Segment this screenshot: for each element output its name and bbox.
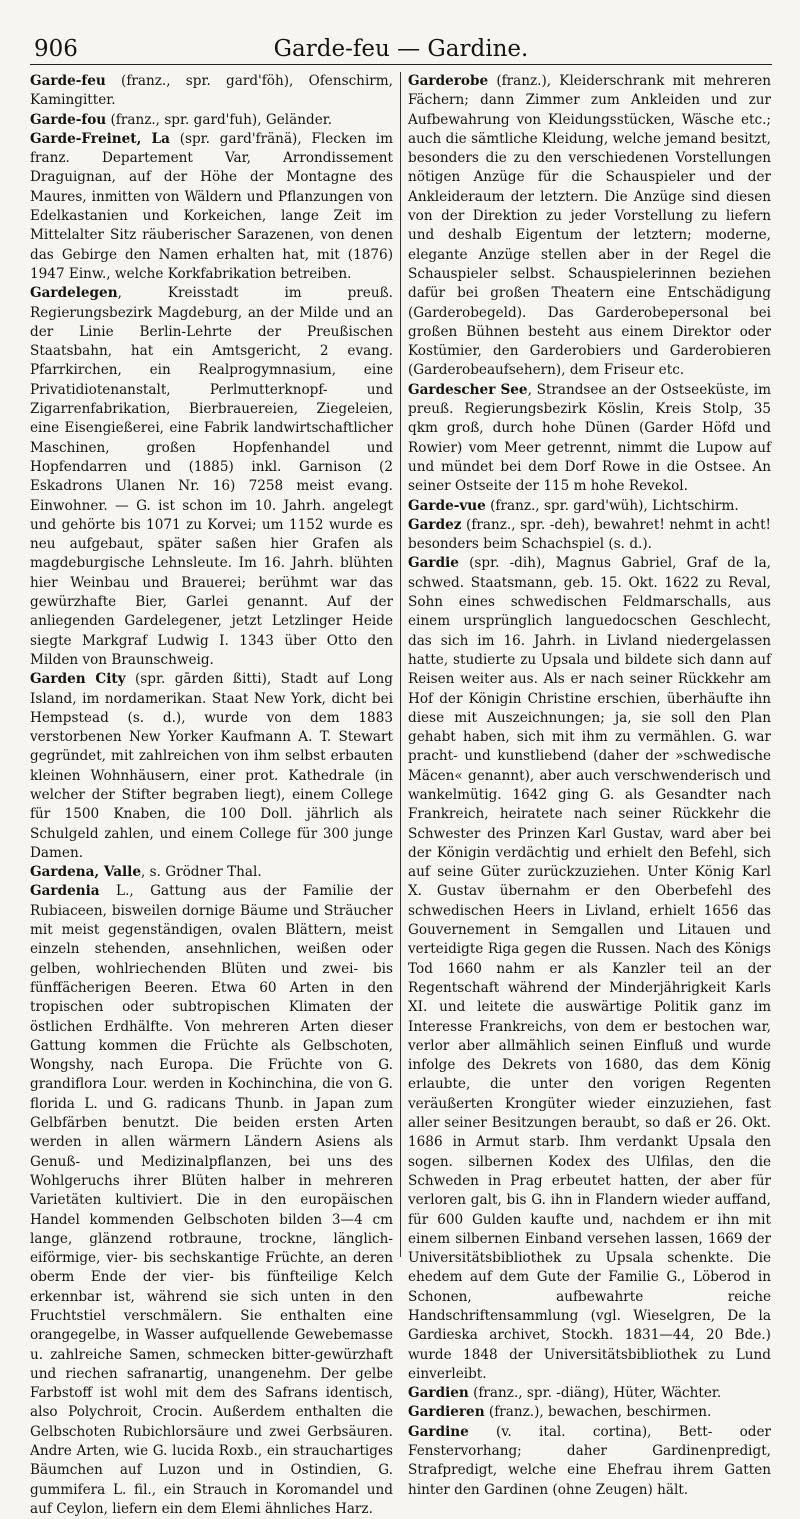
- dictionary-entry: [408, 72, 771, 381]
- dictionary-entry: [408, 497, 771, 516]
- entry-headword: Garde-fou: [30, 111, 107, 128]
- entry-headword: Garde-vue: [408, 497, 486, 514]
- dictionary-entry: [408, 516, 771, 555]
- column-divider: [400, 72, 401, 1257]
- entry-text: (franz., spr. gard'föh), Ofenschirm, Kamingitter.: [30, 73, 393, 109]
- entry-text: (franz.), bewachen, beschirmen.: [484, 1404, 712, 1421]
- entry-headword: Garden City: [30, 671, 126, 688]
- dictionary-entry: [30, 863, 393, 882]
- entry-headword: Garde-Freinet, La: [30, 130, 170, 147]
- entry-headword: Gardez: [408, 516, 462, 533]
- dictionary-entry: [408, 381, 771, 497]
- entry-text: (franz., spr. -deh), bewahret! nehmt in acht! besonders beim Schachspiel (s. d.).: [408, 516, 771, 553]
- dictionary-entry: [30, 670, 393, 863]
- entry-headword: Gardena, Valle: [30, 864, 141, 881]
- left-column: [30, 72, 394, 1517]
- dictionary-entry: [408, 554, 771, 1384]
- entry-text: (spr. gard'fränä), Flecken im franz. Departement Var, Arrondissement Draguignan, auf der Höhe der Montagne des Maures, inmitten von Wäldern und Pflanzungen von Edelkastanien und Korkeichen, lange Zeit im Mittelalter Sitz räuberischer Sarazenen, von denen das Gebirge den Namen erhalten hat, mit (1876) 1947 Einw., welche Korkfabrikation betreiben.: [30, 130, 393, 282]
- entry-headword: Gardien: [408, 1385, 469, 1402]
- entry-text: (v. ital. cortina), Bett- oder Fenstervorhang; daher Gardinenpredigt, Strafpredigt, welche eine Ehefrau ihrem Gatten hinter den Gardinen (ohne Zeugen) hält.: [408, 1423, 771, 1498]
- dictionary-entry: [30, 72, 393, 111]
- entry-text: (spr. gārden ßitti), Stadt auf Long Island, im nordamerikan. Staat New York, dicht bei Hempstead (s. d.), wurde von dem 1883 verstorbenen New Yorker Kaufmann A. T. Stewart gegründet, mit zahlreichen von ihm selbst erbauten kleinen Wohnhäusern, einer prot. Kathedrale (in welcher der Stifter begraben liegt), einem College für 1500 Knaben, die 100 Doll. jährlich als Schulgeld zahlen, und einem College für 300 junge Damen.: [30, 671, 394, 861]
- entry-text: (franz., spr. gard'wüh), Lichtschirm.: [485, 497, 739, 514]
- running-head: Garde-feu — Gardine.: [273, 36, 529, 62]
- page-header: [30, 30, 772, 65]
- entry-headword: Garde-feu: [30, 73, 106, 89]
- entry-headword: Gardine: [408, 1423, 469, 1440]
- entry-text: (spr. -dih), Magnus Gabriel, Graf de la, schwed. Staatsmann, geb. 15. Okt. 1622 zu Reval, Sohn eines schwedischen Feldmarschalls, aus einem ursprünglich languedocschen Geschlecht, das sich im 16. Jahrh. in Livland niedergelassen hatte, studierte zu Upsala und bildete sich dann auf Reisen weiter aus. Als er nach seiner Rückkehr am Hof der Königin Christine erschien, überhäufte ihn diese mit Auszeichnungen; ja, sie soll den Plan gehabt haben, sich mit ihm zu vermählen. G. war pracht- und kunstliebend (daher der »schwedische Mäcen« genannt), aber auch verschwenderisch und wankelmütig. 1642 ging G. als Gesandter nach Frankreich, heiratete nach seiner Rückkehr die Schwester des Prinzen Karl Gustav, ward aber bei der Königin verdächtig und erhielt den Befehl, sich auf seine Güter zurückzuziehen. Unter König Karl X. Gustav übernahm er den Oberbefehl des schwedischen Heers in Livland, erhielt 1656 das Gouvernement in Semgallen und Litauen und verteidigte Riga gegen die Russen. Nach des Königs Tod 1660 nahm er als Kanzler teil an der Regentschaft während der Minderjährigkeit Karls XI. und leitete die auswärtige Politik ganz im Interesse Frankreichs, von dem er bestochen war, verlor aber allmählich seinen Einfluß und wurde infolge des Dekrets von 1680, das dem König erlaubte, die unter den vorigen Regenten veräußerten Krongüter wieder einzuziehen, fast aller seiner Besitzungen beraubt, so daß er 26. Okt. 1686 in Armut starb. Ihm verdankt Upsala den sogen. silbernen Kodex des Ulfilas, den die Schweden in Prag erbeutet hatten, der aber für verloren galt, bis G. ihn in Flandern wieder auffand, für 600 Gulden kaufte und, nachdem er ihn mit einem silbernen Einband versehen lassen, 1669 der Universitätsbibliothek zu Upsala schenkte. Die ehedem auf dem Gute der Familie G., Löberod in Schonen, aufbewahrte reiche Handschriftensammlung (vgl. Wieselgren, De la Gardieska archivet, Stockh. 1831—44, 20 Bde.) wurde 1848 der Universitätsbibliothek zu Lund einverleibt.: [408, 555, 771, 1382]
- dictionary-entry: [408, 1403, 771, 1422]
- text-columns: [30, 72, 772, 1517]
- entry-text: , s. Grödner Thal.: [140, 864, 262, 881]
- entry-headword: Gardelegen: [30, 285, 118, 302]
- page-number: 906: [34, 36, 78, 62]
- entry-headword: Gardieren: [408, 1404, 485, 1421]
- dictionary-entry: [30, 130, 393, 284]
- dictionary-entry: [30, 882, 393, 1519]
- entry-text: (franz., spr. -diäng), Hüter, Wächter.: [468, 1385, 722, 1402]
- entry-headword: Gardie: [408, 555, 459, 572]
- entry-headword: Garderobe: [408, 73, 489, 89]
- entry-headword: Gardenia: [30, 883, 100, 900]
- entry-text: L., Gattung aus der Familie der Rubiaceen, bisweilen dornige Bäume und Sträucher mit meist gegenständigen, ovalen Blättern, meist einzeln stehenden, ansehnlichen, weißen oder gelben, wohlriechenden Blüten und zwei- bis fünffächerigen Beeren. Etwa 60 Arten in den tropischen oder subtropischen Klimaten der östlichen Erdhälfte. Von mehreren Arten dieser Gattung kommen die Früchte als Gelbschoten, Wongshy, nach Europa. Die Früchte von G. grandiflora Lour. werden in Kochinchina, die von G. florida L. und G. radicans Thunb. in Japan zum Gelbfärben benutzt. Die beiden ersten Arten werden in allen wärmern Ländern Asiens als Genuß- und Medizinalpflanzen, bei uns des Wohlgeruchs ihrer Blüten halber in mehreren Varietäten kultiviert. Die in den europäischen Handel kommenden Gelbschoten bilden 3—4 cm lange, glänzend rotbraune, trockne, länglich-eiförmige, vier- bis sechskantige Früchte, an deren oberm Ende der vier- bis fünfteilige Kelch erkennbar ist, während sie sich unten in den Fruchtstiel verschmälern. Sie enthalten eine orangegelbe, in Wasser aufquellende Gewebemasse u. zahlreiche Samen, schmecken bitter-gewürzhaft und riechen safranartig, unangenehm. Der gelbe Farbstoff ist wohl mit dem des Safrans identisch, also Polychroit, Crocin. Außerdem enthalten die Gelbschoten Rubichlorsäure und zwei Gerbsäuren. Andre Arten, wie G. lucida Roxb., ein strauchartiges Bäumchen auf Luzon und in Ostindien, G. gummifera L. fil., ein Strauch in Koromandel und auf Ceylon, liefern ein dem Elemi ähnliches Harz.: [30, 883, 393, 1517]
- dictionary-entry: [408, 1384, 771, 1403]
- dictionary-entry: [408, 1423, 771, 1500]
- dictionary-entry: [30, 111, 393, 130]
- right-column: [408, 72, 771, 1498]
- dictionary-entry: [30, 284, 393, 670]
- entry-text: , Strandsee an der Ostseeküste, im preuß. Regierungsbezirk Köslin, Kreis Stolp, 35 qkm groß, durch hohe Dünen (Garder Höfd und Rowier) vom Meer getrennt, nimmt die Lupow auf und mündet bei dem Dorf Rowe in die Ostsee. An seiner Ostseite der 115 m hohe Revekol.: [408, 381, 771, 495]
- entry-text: (franz.), Kleiderschrank mit mehreren Fächern; dann Zimmer zum Ankleiden und zur Aufbewahrung von Kleidungsstücken, Wäsche etc.; auch die sämtliche Kleidung, welche jemand besitzt, besonders die zu den verschiedenen Vorstellungen nötigen Anzüge für die Schauspieler und der Ankleideraum der letztern. Die Anzüge sind diesen von der Direktion zu jeder Vorstellung zu liefern und deshalb Eigentum der letztern; moderne, elegante Anzüge stellen aber in der Regel die Schauspieler selbst. Schauspielerinnen beziehen dafür bei großen Theatern eine Entschädigung (Garderobegeld). Das Garderobepersonal bei großen Bühnen besteht aus einem Direktor oder Kostümier, den Garderobiers und Garderobieren (Garderobeaufsehern), dem Friseur etc.: [408, 73, 771, 379]
- entry-text: (franz., spr. gard'fuh), Geländer.: [106, 111, 333, 128]
- entry-headword: Gardescher See: [408, 381, 528, 398]
- entry-text: , Kreisstadt im preuß. Regierungsbezirk Magdeburg, an der Milde und an der Linie Berlin-Lehrte der Preußischen Staatsbahn, hat ein Amtsgericht, 2 evang. Pfarrkirchen, ein Realprogymnasium, eine Privatidiotenanstalt, Perlmutterknopf- und Zigarrenfabrikation, Bierbrauereien, Ziegeleien, eine Eisengießerei, eine Fabrik landwirtschaftlicher Maschinen, großen Hopfenhandel und Hopfendarren und (1885) inkl. Garnison (2 Eskadrons Ulanen Nr. 16) 7258 meist evang. Einwohner. — G. ist schon im 10. Jahrh. angelegt und gehörte bis 1071 zu Korvei; um 1152 wurde es neu aufgebaut, später saßen hier Grafen als magdeburgische Lehnsleute. Im 16. Jahrh. blühten hier Weinbau und Brauerei; berühmt war das gewürzhafte Bier, Garlei genannt. Auf der anliegenden Gardelegener, jetzt Letzlinger Heide siegte Markgraf Ludwig I. 1343 über Otto den Milden von Braunschweig.: [30, 285, 393, 668]
